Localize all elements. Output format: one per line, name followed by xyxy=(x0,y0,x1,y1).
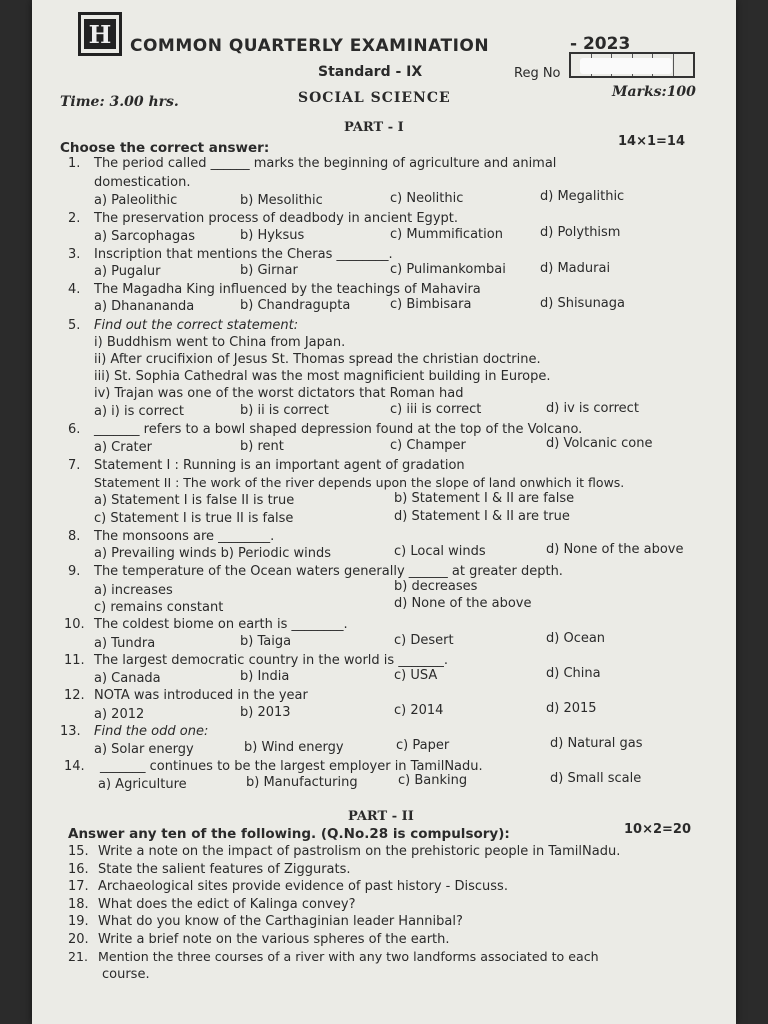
option: b) ii is correct xyxy=(240,403,329,418)
statement: ii) After crucifixion of Jesus St. Thomas spread the christian doctrine. xyxy=(94,352,541,367)
statement: iv) Trajan was one of the worst dictators that Roman had xyxy=(94,386,464,401)
question: 20. Write a brief note on the various spheres of the earth. xyxy=(68,932,450,947)
question: 8. The monsoons are ________. xyxy=(68,529,275,544)
option: d) None of the above xyxy=(394,596,532,611)
option: c) Pulimankombai xyxy=(390,262,506,277)
question: 9. The temperature of the Ocean waters generally ______ at greater depth. xyxy=(68,564,563,579)
option: c) 2014 xyxy=(394,703,444,718)
subject: SOCIAL SCIENCE xyxy=(298,90,451,106)
part2-title: PART - II xyxy=(348,809,414,824)
option: b) Manufacturing xyxy=(246,775,358,790)
option: c) Mummification xyxy=(390,227,503,242)
option: d) Statement I & II are true xyxy=(394,509,570,524)
part1-title: PART - I xyxy=(344,120,404,135)
option: a) Paleolithic xyxy=(94,193,178,208)
question: 6. _______ refers to a bowl shaped depression found at the top of the Volcano. xyxy=(68,422,583,437)
question: 19. What do you know of the Carthaginian leader Hannibal? xyxy=(68,914,463,929)
part1-instruction: Choose the correct answer: xyxy=(60,140,270,156)
question: 17. Archaeological sites provide evidence of past history - Discuss. xyxy=(68,879,508,894)
question-continued: domestication. xyxy=(94,175,191,190)
option: b) Hyksus xyxy=(240,228,305,243)
exam-title: COMMON QUARTERLY EXAMINATION xyxy=(130,36,490,56)
option: d) Madurai xyxy=(540,261,611,276)
option: c) Desert xyxy=(394,633,454,648)
option: c) Champer xyxy=(390,438,466,453)
exam-time: Time: 3.00 hrs. xyxy=(60,94,179,110)
option: a) Crater xyxy=(94,440,152,455)
option: b) rent xyxy=(240,439,284,454)
option: c) Banking xyxy=(398,773,468,788)
option: d) Polythism xyxy=(540,225,621,240)
question: 16. State the salient features of Ziggurats. xyxy=(68,862,351,877)
option: c) remains constant xyxy=(94,600,224,615)
question: 18. What does the edict of Kalinga convey? xyxy=(68,897,356,912)
option: c) Neolithic xyxy=(390,191,464,206)
question: 3. Inscription that mentions the Cheras ________. xyxy=(68,247,393,262)
standard: Standard - IX xyxy=(318,64,423,80)
option: d) 2015 xyxy=(546,701,597,716)
part1-marks: 14×1=14 xyxy=(618,134,686,149)
part2-instruction: Answer any ten of the following. (Q.No.28 is compulsory): xyxy=(68,826,510,842)
option: d) China xyxy=(546,666,601,681)
option: a) Prevailing winds b) Periodic winds xyxy=(94,546,331,561)
option: a) Sarcophagas xyxy=(94,229,195,244)
option: a) i) is correct xyxy=(94,404,185,419)
option: a) Tundra xyxy=(94,636,156,651)
question: 1. The period called ______ marks the beginning of agriculture and animal xyxy=(68,156,557,171)
option: d) Natural gas xyxy=(550,736,643,751)
option: b) India xyxy=(240,669,290,684)
option: b) Statement I & II are false xyxy=(394,491,575,506)
option: a) Statement I is false II is true xyxy=(94,493,295,508)
option: b) decreases xyxy=(394,579,478,594)
option: d) Small scale xyxy=(550,771,642,786)
option: a) increases xyxy=(94,583,173,598)
option: c) Local winds xyxy=(394,544,486,559)
question: 11. The largest democratic country in the world is _______. xyxy=(64,653,448,668)
option: d) Volcanic cone xyxy=(546,436,653,451)
option: a) 2012 xyxy=(94,707,145,722)
option: a) Canada xyxy=(94,671,161,686)
reg-no-redaction xyxy=(580,58,672,74)
question: 14. _______ continues to be the largest employer in TamilNadu. xyxy=(64,759,483,774)
exam-year: - 2023 xyxy=(570,34,631,54)
statement: i) Buddhism went to China from Japan. xyxy=(94,335,346,350)
question: 4. The Magadha King influenced by the teachings of Mahavira xyxy=(68,282,481,297)
option: a) Dhanananda xyxy=(94,299,195,314)
reg-no-label: Reg No xyxy=(514,66,561,81)
option: a) Agriculture xyxy=(98,777,187,792)
option: c) iii is correct xyxy=(390,402,482,417)
question: 12. NOTA was introduced in the year xyxy=(64,688,308,703)
option: c) Bimbisara xyxy=(390,297,472,312)
question: 7. Statement I : Running is an important agent of gradation xyxy=(68,458,465,473)
option: b) Girnar xyxy=(240,263,298,278)
total-marks: Marks:100 xyxy=(612,84,696,100)
question-continued: course. xyxy=(102,967,150,982)
statement: iii) St. Sophia Cathedral was the most magnificient building in Europe. xyxy=(94,369,551,384)
option: b) Mesolithic xyxy=(240,193,323,208)
option: c) Statement I is true II is false xyxy=(94,511,294,526)
option: b) Chandragupta xyxy=(240,298,351,313)
option: d) Shisunaga xyxy=(540,296,625,311)
question: 15. Write a note on the impact of pastrolism on the prehistoric people in TamilNadu. xyxy=(68,844,621,859)
option: b) 2013 xyxy=(240,705,291,720)
option: d) iv is correct xyxy=(546,401,639,416)
question: 13. Find the odd one: xyxy=(60,724,209,739)
option: b) Wind energy xyxy=(244,740,344,755)
option: b) Taiga xyxy=(240,634,292,649)
option: a) Pugalur xyxy=(94,264,161,279)
question-continued: Statement II : The work of the river depends upon the slope of land onwhich it flows. xyxy=(94,475,625,490)
option: a) Solar energy xyxy=(94,742,194,757)
logo-letter: H xyxy=(84,19,116,49)
option: d) Ocean xyxy=(546,631,606,646)
question: 10. The coldest biome on earth is ________. xyxy=(64,617,348,632)
part2-marks: 10×2=20 xyxy=(624,822,692,837)
option: c) Paper xyxy=(396,738,450,753)
logo xyxy=(78,12,122,56)
option: d) None of the above xyxy=(546,542,684,557)
option: d) Megalithic xyxy=(540,189,625,204)
question-paper xyxy=(32,0,736,1024)
question: 21. Mention the three courses of a river with any two landforms associated to each xyxy=(68,949,599,964)
option: c) USA xyxy=(394,668,438,683)
question: 5. Find out the correct statement: xyxy=(68,318,299,333)
question: 2. The preservation process of deadbody in ancient Egypt. xyxy=(68,211,458,226)
